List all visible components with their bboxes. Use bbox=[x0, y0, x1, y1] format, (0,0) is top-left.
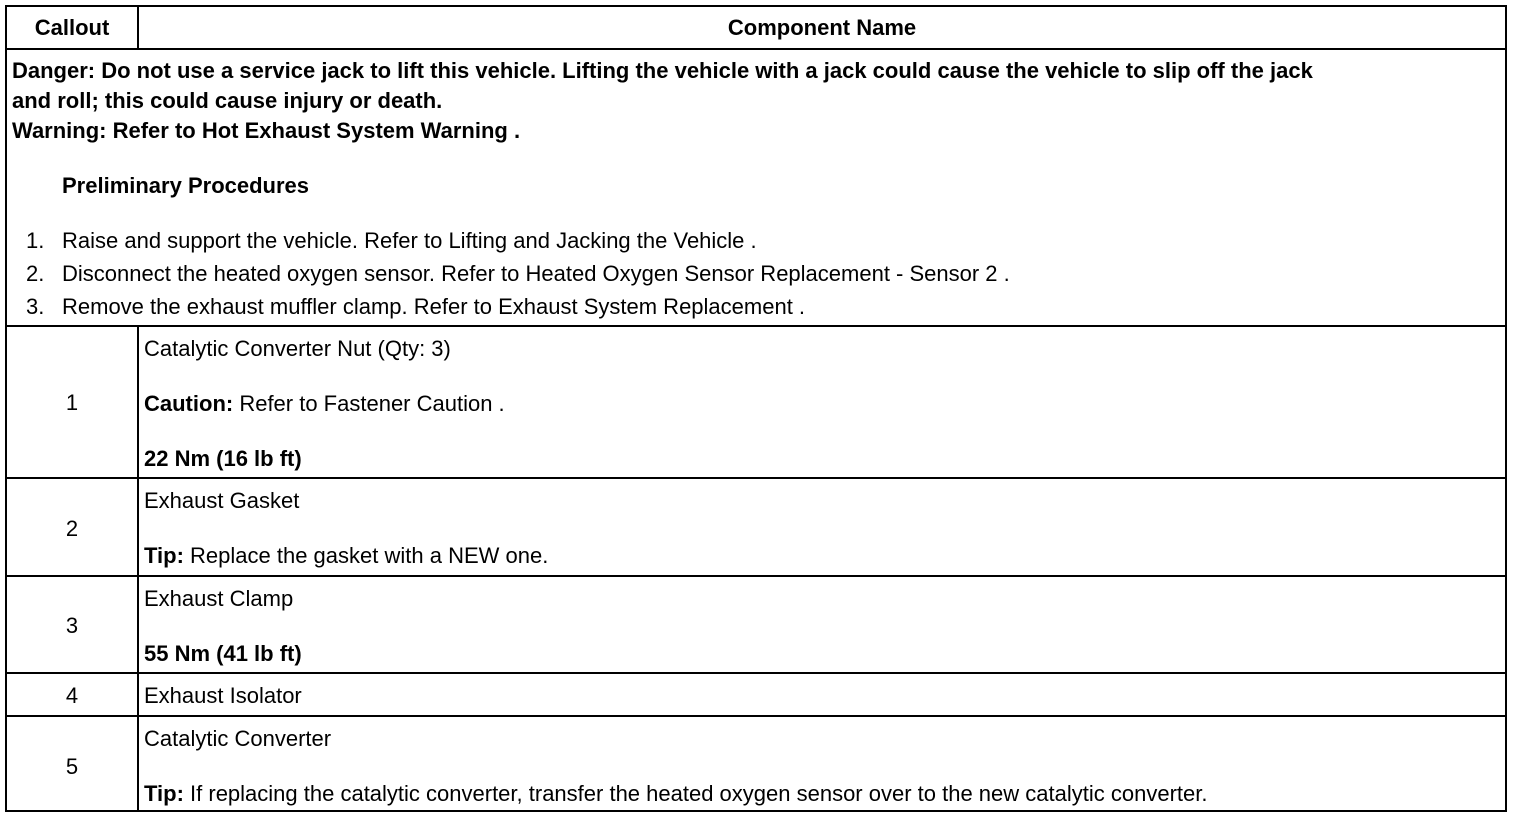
column-divider bbox=[137, 717, 139, 810]
callout-header: Callout bbox=[34, 15, 110, 40]
tip-text: Replace the gasket with a NEW one. bbox=[183, 543, 549, 568]
tip-label: Tip: bbox=[144, 781, 184, 806]
caution-label: Caution: bbox=[144, 391, 234, 416]
table-row bbox=[7, 327, 1505, 479]
torque-spec: 55 Nm (41 lb ft) bbox=[144, 641, 302, 666]
column-divider bbox=[137, 7, 139, 48]
preliminary-procedures-heading: Preliminary Procedures bbox=[62, 173, 310, 198]
procedure-table bbox=[5, 5, 1507, 812]
column-divider bbox=[137, 577, 139, 672]
warning-text: Warning: Refer to Hot Exhaust System Warning . bbox=[12, 118, 521, 143]
tip-note bbox=[144, 543, 548, 569]
component-name: Exhaust Gasket bbox=[144, 488, 300, 513]
step-number: 3. bbox=[26, 294, 45, 319]
caution-text: Refer to Fastener Caution . bbox=[233, 391, 505, 416]
step-text: Disconnect the heated oxygen sensor. Refer to Heated Oxygen Sensor Replacement - Sensor 2 . bbox=[62, 261, 1010, 286]
callout-number: 5 bbox=[65, 754, 79, 779]
column-divider bbox=[137, 479, 139, 575]
torque-spec: 22 Nm (16 lb ft) bbox=[144, 446, 302, 471]
callout-number: 3 bbox=[65, 613, 79, 638]
column-divider bbox=[137, 674, 139, 715]
callout-number: 1 bbox=[65, 390, 79, 415]
caution-note bbox=[144, 391, 505, 417]
table-row bbox=[7, 674, 1505, 717]
component-name: Catalytic Converter bbox=[144, 726, 332, 751]
danger-text-line2: and roll; this could cause injury or death. bbox=[12, 88, 443, 113]
step-text: Remove the exhaust muffler clamp. Refer to Exhaust System Replacement . bbox=[62, 294, 806, 319]
step-number: 2. bbox=[26, 261, 45, 286]
intro-row bbox=[7, 50, 1505, 327]
component-name: Exhaust Isolator bbox=[144, 683, 302, 708]
step-number: 1. bbox=[26, 228, 45, 253]
danger-text-line1: Danger: Do not use a service jack to lift this vehicle. Lifting the vehicle with a jack could cause the vehicle to slip off the jack bbox=[12, 58, 1313, 83]
table-row bbox=[7, 577, 1505, 674]
step-text: Raise and support the vehicle. Refer to Lifting and Jacking the Vehicle . bbox=[62, 228, 757, 253]
tip-label: Tip: bbox=[144, 543, 184, 568]
tip-note bbox=[144, 781, 1207, 807]
table-row bbox=[7, 479, 1505, 577]
tip-text: If replacing the catalytic converter, transfer the heated oxygen sensor over to the new catalytic converter. bbox=[183, 781, 1208, 806]
callout-number: 4 bbox=[65, 683, 79, 708]
component-name: Catalytic Converter Nut (Qty: 3) bbox=[144, 336, 451, 361]
component-name-header: Component Name bbox=[727, 15, 917, 40]
callout-number: 2 bbox=[65, 516, 79, 541]
column-divider bbox=[137, 327, 139, 477]
table-row bbox=[7, 717, 1505, 810]
component-name: Exhaust Clamp bbox=[144, 586, 294, 611]
table-header-row bbox=[7, 7, 1505, 50]
